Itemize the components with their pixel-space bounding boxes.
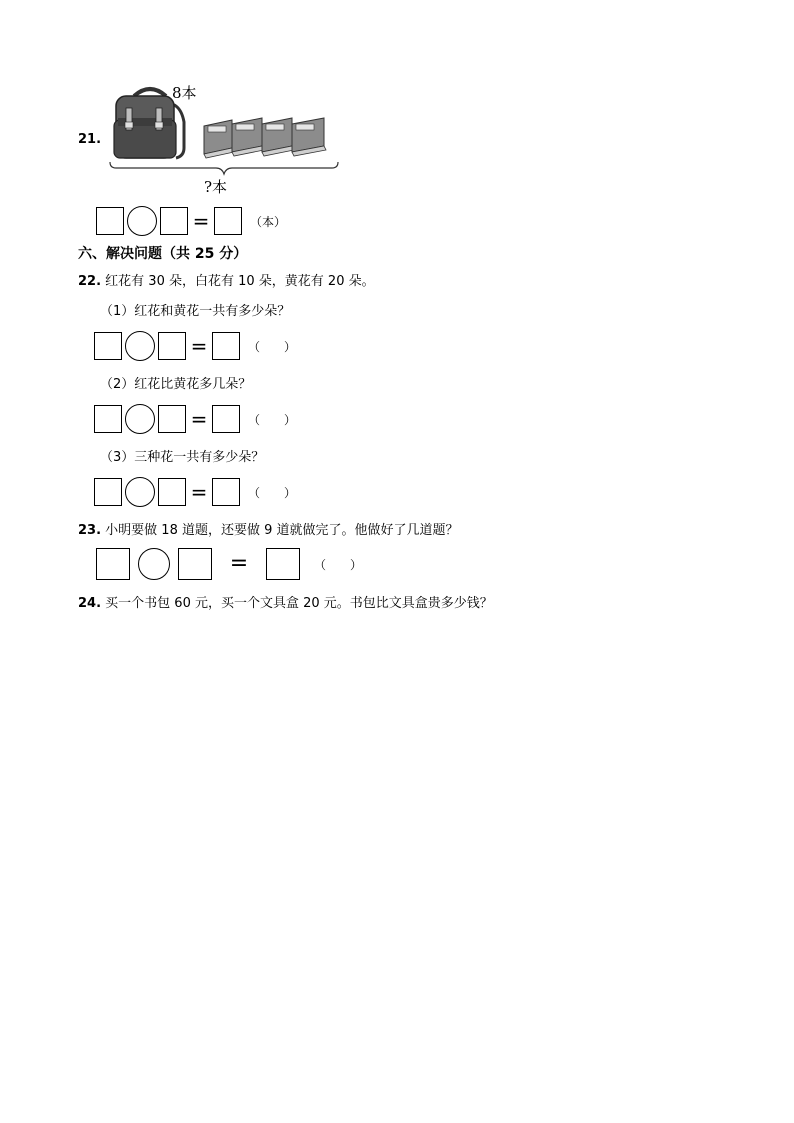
- result-box[interactable]: [266, 548, 300, 580]
- q22-part-3-equation: [94, 477, 296, 507]
- q21-equation: [96, 206, 286, 236]
- answer-box[interactable]: [178, 548, 212, 580]
- question-number-22: 22.: [78, 274, 102, 289]
- question-number-21: 21.: [78, 132, 102, 147]
- answer-box[interactable]: [94, 405, 122, 433]
- equals-sign: =: [190, 334, 208, 358]
- q23-equation: [96, 548, 362, 580]
- answer-box[interactable]: [96, 548, 130, 580]
- question-22: [78, 270, 375, 289]
- answer-box[interactable]: [94, 332, 122, 360]
- section-title: 六、解决问题（共 25 分）: [78, 246, 248, 262]
- books-icon: [204, 118, 326, 158]
- question-number-24: 24.: [78, 596, 102, 611]
- figure-backpack-books: [104, 80, 354, 200]
- result-box[interactable]: [212, 332, 240, 360]
- q22-part-2-label: （2）红花比黄花多几朵？: [100, 377, 252, 392]
- unit-blank[interactable]: （ ）: [248, 339, 297, 354]
- operator-circle[interactable]: [138, 548, 170, 580]
- unit-label: （本）: [250, 214, 287, 229]
- equals-sign: =: [229, 551, 249, 576]
- operator-circle[interactable]: [125, 404, 155, 434]
- question-23: [78, 519, 459, 538]
- unit-blank[interactable]: （ ）: [248, 485, 297, 500]
- question-24-text: 买一个书包 60 元，买一个文具盒 20 元。书包比文具盒贵多少钱？: [105, 596, 493, 611]
- q22-part-2-equation: [94, 404, 296, 434]
- operator-circle[interactable]: [125, 477, 155, 507]
- answer-box[interactable]: [94, 478, 122, 506]
- result-box[interactable]: [214, 207, 242, 235]
- backpack-books-illustration: [104, 80, 354, 200]
- equals-sign: =: [190, 407, 208, 431]
- result-box[interactable]: [212, 405, 240, 433]
- question-22-text: 红花有 30 朵，白花有 10 朵，黄花有 20 朵。: [105, 274, 375, 289]
- unit-blank[interactable]: （ ）: [248, 412, 297, 427]
- q22-part-3-label: （3）三种花一共有多少朵？: [100, 450, 265, 465]
- operator-circle[interactable]: [125, 331, 155, 361]
- equals-sign: =: [190, 480, 208, 504]
- question-23-text: 小明要做 18 道题，还要做 9 道就做完了。他做好了几道题？: [105, 523, 459, 538]
- q22-part-1-equation: [94, 331, 296, 361]
- q22-part-1-label: （1）红花和黄花一共有多少朵？: [100, 304, 291, 319]
- question-24: [78, 592, 493, 611]
- total-brace: [110, 162, 338, 174]
- result-box[interactable]: [212, 478, 240, 506]
- total-books-label: ?本: [204, 178, 228, 196]
- answer-box[interactable]: [158, 332, 186, 360]
- answer-box[interactable]: [158, 405, 186, 433]
- answer-box[interactable]: [96, 207, 124, 235]
- answer-box[interactable]: [158, 478, 186, 506]
- books-in-bag-label: 8本: [172, 84, 197, 102]
- answer-box[interactable]: [160, 207, 188, 235]
- equals-sign: =: [192, 209, 210, 233]
- unit-blank[interactable]: （ ）: [314, 557, 363, 572]
- operator-circle[interactable]: [127, 206, 157, 236]
- question-number-23: 23.: [78, 523, 102, 538]
